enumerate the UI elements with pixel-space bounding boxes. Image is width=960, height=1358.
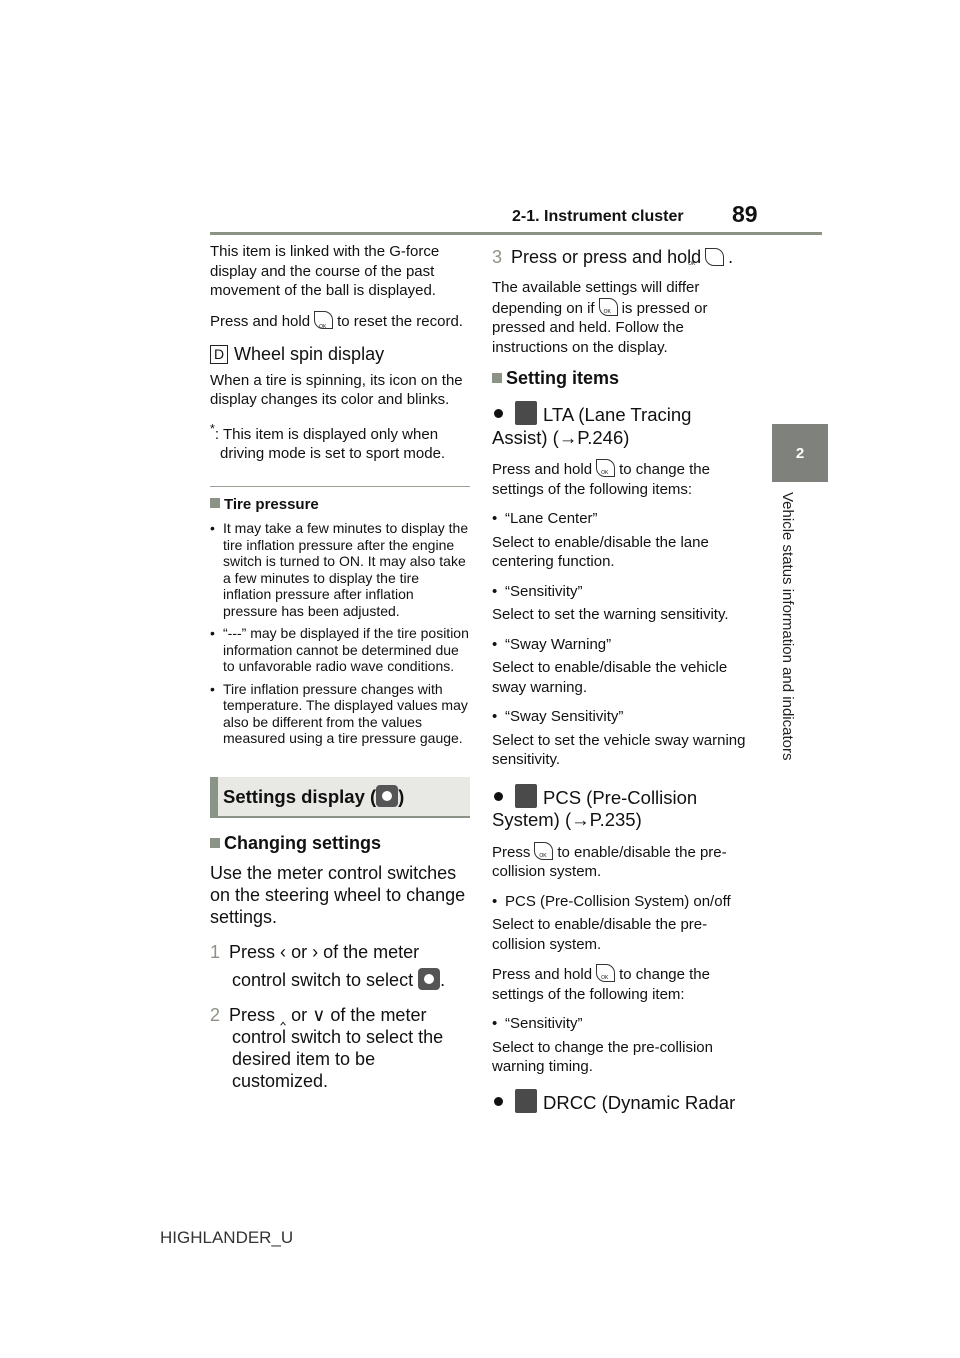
chapter-tab: 2 xyxy=(772,424,828,482)
paragraph: When a tire is spinning, its icon on the display changes its color and blinks. xyxy=(210,371,463,408)
paragraph: Select to change the pre-collision warning timing. xyxy=(492,1038,713,1075)
chevron-down-icon: ∨ xyxy=(312,1004,326,1025)
subheading: Changing settings xyxy=(210,832,470,854)
ok-button-icon xyxy=(599,298,618,316)
note-heading: Tire pressure xyxy=(210,495,470,515)
square-bullet-icon xyxy=(210,498,220,508)
left-column xyxy=(210,242,470,1102)
paragraph: PressOK to enable/disable the pre-collision system. xyxy=(492,842,750,882)
list-item: • “Sway Warning” xyxy=(492,635,750,655)
paragraph: This item is linked with the G-force display and the course of the past movement of the ball is displayed. xyxy=(210,243,440,299)
paragraph: Press and holdOK to change the settings of the following items: xyxy=(492,459,750,499)
subsection-title: D Wheel spin display xyxy=(210,343,470,365)
step-2: 2 Press ‸ or ∨ of the meter control switch to select the desired item to be customized. xyxy=(210,1004,444,1091)
step-1: 1 Press ‹ or › of the meter control switch to select . xyxy=(210,941,446,990)
page-number: 89 xyxy=(732,201,758,227)
chevron-up-icon: ‸ xyxy=(280,1004,287,1025)
bullet-dot-icon xyxy=(494,409,503,418)
pcs-heading: PCS (Pre-Collision System) (→P.235) xyxy=(492,784,750,832)
right-column xyxy=(492,246,750,1114)
lta-heading: LTA (Lane Tracing Assist) (→P.246) xyxy=(492,401,750,449)
ok-button-icon xyxy=(705,248,724,266)
paragraph: Select to set the vehicle sway warning sensitivity. xyxy=(492,731,746,768)
gear-icon xyxy=(376,785,398,807)
bullet-dot-icon xyxy=(494,792,503,801)
settings-display-heading: Settings display ( ) xyxy=(210,777,470,818)
ok-button-icon xyxy=(314,311,333,329)
list-item: • PCS (Pre-Collision System) on/off xyxy=(492,892,750,912)
list-item: • “Lane Center” xyxy=(492,509,750,529)
footer-model: HIGHLANDER_U xyxy=(160,1228,294,1247)
subheading: Setting items xyxy=(492,367,750,389)
list-item: • Tire inflation pressure changes with temperature. The displayed values may also be different from the values measured using a tire pressure gauge. xyxy=(210,681,470,747)
paragraph: The available settings will differ depending on ifOK is pressed or pressed and held. Follow the instructions on the display. xyxy=(492,278,750,357)
label-d-icon: D xyxy=(210,345,228,364)
paragraph: Press and holdOK to change the settings of the following item: xyxy=(492,964,750,1004)
list-item: • “Sensitivity” xyxy=(492,582,750,602)
square-bullet-icon xyxy=(492,373,502,383)
paragraph: Use the meter control switches on the steering wheel to change settings. xyxy=(210,862,466,927)
lane-tracing-icon xyxy=(515,401,537,425)
list-item: • “Sway Sensitivity” xyxy=(492,707,750,727)
drcc-heading: DRCC (Dynamic Radar xyxy=(492,1089,750,1115)
list-item: • “Sensitivity” xyxy=(492,1014,750,1034)
ok-button-icon xyxy=(534,842,553,860)
gear-icon xyxy=(418,968,440,990)
step-3: 3 Press or press and holdOK . xyxy=(492,246,750,268)
pre-collision-icon xyxy=(515,784,537,808)
radar-cruise-icon xyxy=(515,1089,537,1113)
list-item: • It may take a few minutes to display the tire inflation pressure after the engine switch is turned to ON. It may also take a few minutes to display the tire inflation pressure after inflation pressure has been adjusted. xyxy=(210,520,470,619)
list-item: • “---” may be displayed if the tire position information cannot be determined due to unfavorable radio wave conditions. xyxy=(210,625,470,675)
chapter-label: Vehicle status information and indicators xyxy=(779,492,796,761)
square-bullet-icon xyxy=(210,838,220,848)
bullet-dot-icon xyxy=(494,1097,503,1106)
section-title: 2-1. Instrument cluster xyxy=(512,208,684,225)
paragraph: Press and holdOK to reset the record. xyxy=(210,311,470,333)
divider xyxy=(210,486,470,487)
paragraph: Select to set the warning sensitivity. xyxy=(492,606,729,623)
header-rule xyxy=(210,232,822,235)
ok-button-icon xyxy=(596,459,615,477)
paragraph: Select to enable/disable the vehicle sway warning. xyxy=(492,659,728,696)
chevron-left-icon: ‹ xyxy=(280,941,287,962)
paragraph: Select to enable/disable the pre-collision system. xyxy=(492,916,708,953)
ok-button-icon xyxy=(596,964,615,982)
chevron-right-icon: › xyxy=(312,941,319,962)
paragraph: Select to enable/disable the lane centering function. xyxy=(492,533,709,570)
footnote: *: This item is displayed only when driving mode is set to sport mode. xyxy=(210,421,446,462)
